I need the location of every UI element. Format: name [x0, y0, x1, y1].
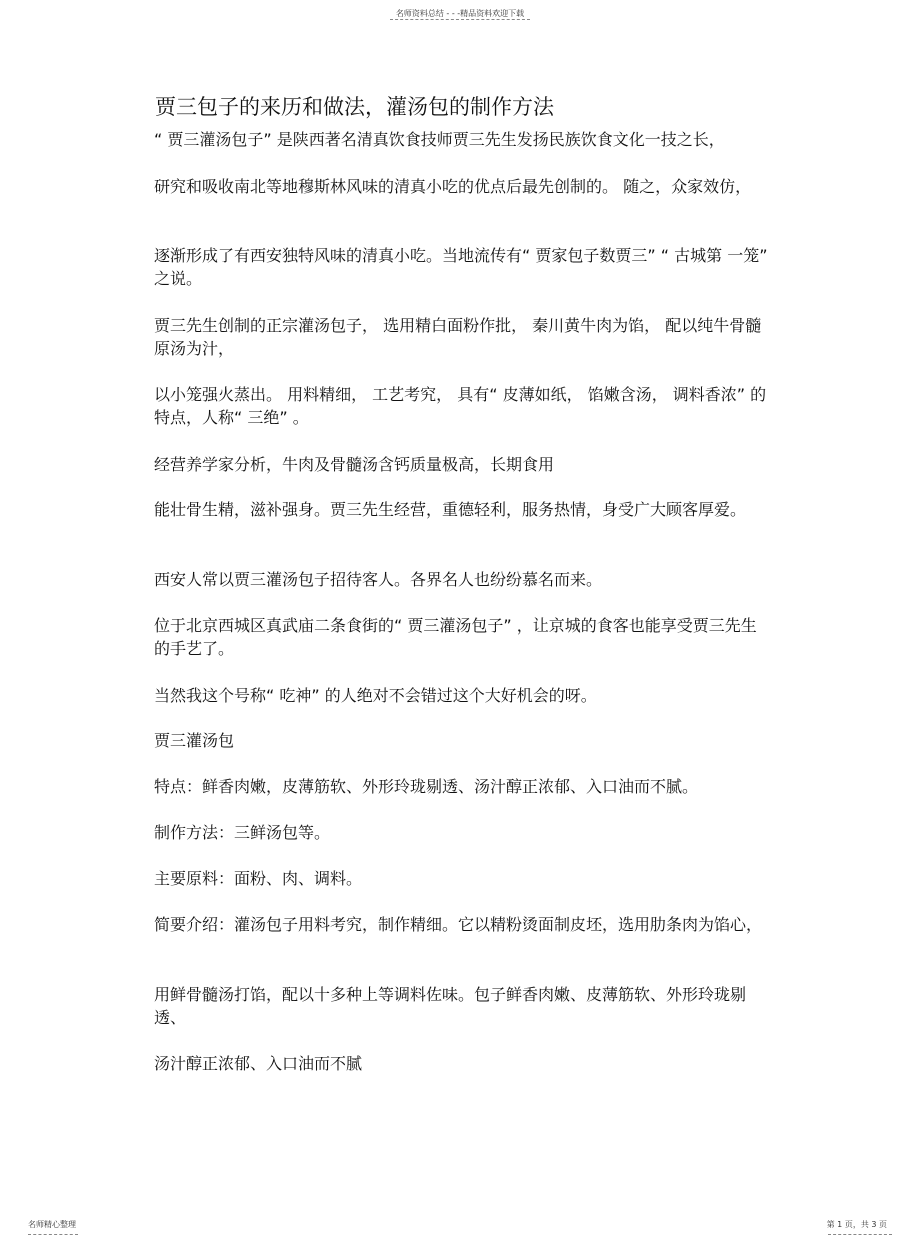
- header-note: 名师资料总结 - - -精品资料欢迎下载: [395, 9, 525, 18]
- paragraph: 贾三先生创制的正宗灌汤包子， 选用精白面粉作批， 秦川黄牛肉为馅， 配以纯牛骨髓原汤为汁，: [154, 316, 762, 358]
- paragraph-introduction: 简要介绍：灌汤包子用料考究，制作精细。它以精粉烫面制皮坯，选用肋条肉为馅心，: [154, 915, 763, 934]
- header-divider: [390, 19, 530, 22]
- footer-left-note: 名师精心整理: [28, 1220, 76, 1229]
- paragraph: 西安人常以贾三灌汤包子招待客人。各界名人也纷纷慕名而来。: [154, 570, 603, 589]
- paragraph: 研究和吸收南北等地穆斯林风味的清真小吃的优点后最先创制的。 随之，众家效仿，: [154, 177, 752, 196]
- footer-divider-left: [28, 1234, 78, 1235]
- paragraph-method: 制作方法：三鲜汤包等。: [154, 823, 331, 842]
- paragraph: 经营养学家分析，牛肉及骨髓汤含钙质量极高，长期食用: [154, 455, 555, 474]
- paragraph: 位于北京西城区真武庙二条食街的“ 贾三灌汤包子” ，让京城的食客也能享受贾三先生的手艺了。: [154, 616, 757, 658]
- paragraph: 汤汁醇正浓郁、入口油而不腻: [154, 1054, 363, 1073]
- paragraph: 当然我这个号称“ 吃神” 的人绝对不会错过这个大好机会的呀。: [154, 686, 597, 705]
- footer-divider-right: [828, 1234, 892, 1235]
- section-heading: 贾三灌汤包: [154, 731, 235, 750]
- paragraph-intro: “ 贾三灌汤包子” 是陕西著名清真饮食技师贾三先生发扬民族饮食文化一技之长，: [154, 130, 725, 149]
- paragraph: 用鲜骨髓汤打馅，配以十多种上等调料佐味。包子鲜香肉嫩、皮薄筋软、外形玲珑剔透、: [154, 985, 747, 1027]
- document-title: 贾三包子的来历和做法，灌汤包的制作方法: [155, 95, 554, 119]
- paragraph: 能壮骨生精，滋补强身。贾三先生经营，重德轻利，服务热情，身受广大顾客厚爱。: [154, 500, 747, 519]
- page-indicator: 第 1 页，共 3 页: [826, 1220, 887, 1229]
- paragraph: 逐渐形成了有西安独特风味的清真小吃。当地流传有“ 贾家包子数贾三” “ 古城第 一笼” 之说。: [154, 246, 768, 288]
- paragraph: 以小笼强火蒸出。 用料精细， 工艺考究， 具有“ 皮薄如纸， 馅嫩含汤， 调料香浓” 的特点，人称“ 三绝” 。: [154, 385, 767, 427]
- paragraph-ingredients: 主要原料：面粉、肉、调料。: [154, 869, 363, 888]
- paragraph-features: 特点：鲜香肉嫩，皮薄筋软、外形玲珑剔透、汤汁醇正浓郁、入口油而不腻。: [154, 777, 699, 796]
